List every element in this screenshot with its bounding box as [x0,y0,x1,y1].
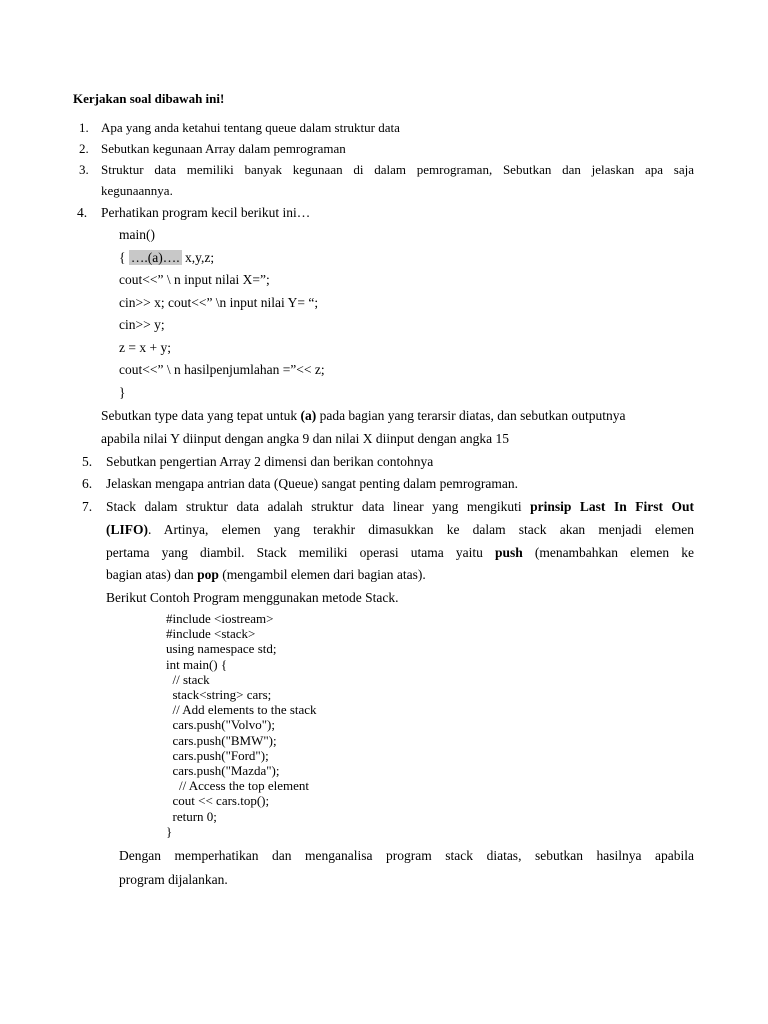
q7-bold-lifo: (LIFO) [106,522,148,537]
q7-text: bagian atas) dan [106,567,198,582]
question-2-number: 2. [79,141,89,156]
code-a-line-4: cin>> x; cout<<” \n input nilai Y= “; [119,295,319,310]
code-a-line-3: cout<<” \ n input nilai X=”; [119,272,270,287]
stack-code-line: cars.push("Mazda"); [166,763,280,778]
stack-code-line: stack<string> cars; [166,687,272,702]
q7-text: . Artinya, elemen yang terakhir dimasukkan ke dalam stack akan menjadi elemen [148,522,694,537]
stack-code-line: // Access the top element [166,778,309,794]
question-6-number: 6. [82,476,93,491]
question-4-instruction-1 [101,408,625,424]
stack-code-line: cars.push("Volvo"); [166,717,275,733]
question-7-line-5: Berikut Contoh Program menggunakan metode Stack. [106,590,399,605]
q7-text: Stack dalam struktur data adalah struktur data linear yang mengikuti [106,499,531,514]
question-5-number: 5. [82,454,93,469]
stack-code-line: cars.push("BMW"); [166,732,277,748]
q7-bold-push: push [494,545,523,560]
question-4-number: 4. [77,205,88,220]
stack-code-line: #include <stack> [166,626,256,642]
stack-code-line: cout << cars.top(); [166,793,270,809]
question-7-line-3 [106,545,694,561]
stack-code-line: int main() { [166,656,228,672]
code-a-line-1: main() [119,227,155,242]
blank-a-highlight: ….(a)…. [130,250,180,265]
question-4-text: Perhatikan program kecil berikut ini… [101,205,311,220]
question-5-text: Sebutkan pengertian Array 2 dimensi dan berikan contohnya [106,454,434,469]
question-7-closing-2: program dijalankan. [119,872,228,887]
stack-code-line: using namespace std; [166,641,277,657]
code-a-line-6: z = x + y; [119,340,171,355]
code-a-line-2 [119,250,214,266]
question-4-instruction-2: apabila nilai Y diinput dengan angka 9 dan nilai X diinput dengan angka 15 [101,431,510,446]
q7-bold-pop: pop [197,567,219,582]
instruction-text: Sebutkan type data yang tepat untuk [101,408,301,423]
code-a-line-8: } [119,385,126,400]
stack-code-line: // stack [166,671,210,687]
q7-text: pertama yang diambil. Stack memiliki operasi utama yaitu [106,545,495,560]
question-1-text: Apa yang anda ketahui tentang queue dalam struktur data [101,120,400,135]
code-a-line-5: cin>> y; [119,317,165,332]
instruction-text-rest: pada bagian yang terarsir diatas, dan sebutkan outputnya [316,408,626,423]
question-1-number: 1. [79,120,89,135]
stack-code-line: cars.push("Ford"); [166,747,269,763]
question-3-number: 3. [79,162,89,177]
q7-bold-principle: prinsip Last In First Out [530,499,694,514]
question-2-text: Sebutkan kegunaan Array dalam pemrograman [101,141,346,156]
page-title: Kerjakan soal dibawah ini! [73,91,225,106]
question-7-line-1 [106,499,694,515]
question-7-line-4 [106,567,426,583]
stack-code-line: return 0; [166,808,217,824]
stack-code-line: } [166,823,173,839]
question-7-number: 7. [82,499,93,514]
instruction-bold-a: (a) [300,408,317,423]
q7-text: (menambahkan elemen ke [522,545,694,560]
q7-text: (mengambil elemen dari bagian atas). [218,567,426,582]
stack-code-line: #include <iostream> [166,611,274,626]
question-7-closing-1: Dengan memperhatikan dan menganalisa program stack diatas, sebutkan hasilnya apabila [119,848,694,863]
stack-code-line: // Add elements to the stack [166,702,317,718]
question-7-line-2 [106,522,694,538]
question-6-text: Jelaskan mengapa antrian data (Queue) sangat penting dalam pemrograman. [106,476,518,491]
question-3-line-1: Struktur data memiliki banyak kegunaan di dalam pemrograman, Sebutkan dan jelaskan apa saja [101,162,694,177]
code-a-line-7: cout<<” \ n hasilpenjumlahan =”<< z; [119,362,325,377]
question-3-line-2: kegunaannya. [101,183,173,198]
code-vars: x,y,z; [181,250,215,265]
code-brace-open: { [119,250,129,265]
